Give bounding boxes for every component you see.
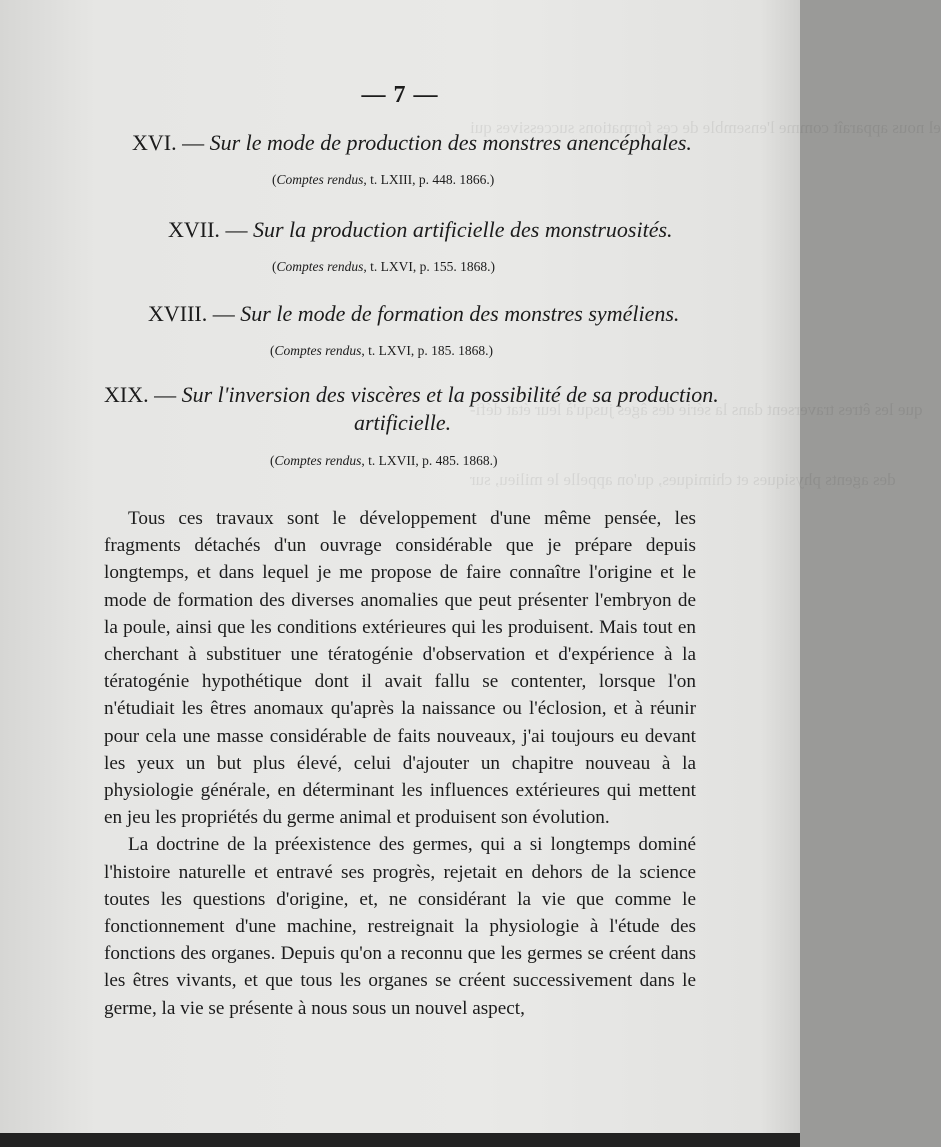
publication-title (168, 215, 673, 245)
paragraph: Tous ces travaux sont le développement d'une même pensée, les fragments détachés d'un ouvrage considérable que je prépare depuis longtemps, et dans lequel je me propose de faire connaître l'origine et le mode de formation des diverses anomalies que peut présenter l'embryon de la poule, ainsi que les conditions extérieures qui les produisent. Mais tout en cherchant à substituer une tératogénie d'observation et d'expérience à la tératogénie hypothétique dont il avait fallu se contenter, lorsque l'on n'étudiait les êtres anomaux qu'après la naissance ou l'éclosion, et à réunir pour cela une masse considérable de faits nouveaux, j'ai toujours eu devant les yeux un but plus élevé, celui d'ajouter un chapitre nouveau à la physiologie générale, en déterminant les influences extérieures qui mettent en jeu les propriétés du germe animal et produisent son évolution. (104, 508, 696, 829)
citation-journal: Comptes rendus (274, 343, 362, 358)
citation-journal: Comptes rendus (276, 259, 364, 274)
paragraph: La doctrine de la préexistence des germes, qui a si longtemps dominé l'histoire naturelle et entravé ses progrès, rejetait en dehors de la science toutes les questions d'origine, et, ne considérant la vie que comme le fonctionnement d'une machine, restreignait la physiologie à l'étude des fonctions des organes. Depuis qu'on a reconnu que les germes se créent dans les êtres vivants, et que tous les organes se créent successivement dans le germe, la vie se présente à nous sous un nouvel aspect, (104, 834, 696, 1019)
publication-citation: (Comptes rendus, t. LXVII, p. 485. 1868.) (270, 453, 498, 468)
publication-citation: (Comptes rendus, t. LXVI, p. 155. 1868.) (272, 259, 495, 274)
show-through-text: des agents physiques et chimiques, qu'on appelle le milieu, sur (470, 470, 896, 489)
body-text (104, 505, 696, 1022)
title-dash: — (207, 301, 241, 326)
publication-number: XVIII. (148, 301, 208, 326)
citation-details: , t. LXIII, p. 448. 1866. (363, 172, 490, 187)
page-number: — 7 — (361, 82, 439, 108)
show-through-text: el nous apparaît comme l'ensemble de ces formations successives qui (470, 118, 941, 137)
title-text: Sur l'inversion des viscères et la possibilité de sa production. (181, 382, 719, 407)
publication-number: XVI. (132, 130, 177, 155)
title-text: Sur le mode de production des monstres anencéphales. (209, 130, 692, 155)
title-text: Sur la production artificielle des monstruosités. (252, 217, 673, 242)
title-dash: — (176, 130, 210, 155)
citation-details: , t. LXVI, p. 185. 1868. (361, 343, 489, 358)
publication-number: XIX. (104, 382, 149, 407)
citation-details: , t. LXVII, p. 485. 1868. (361, 453, 493, 468)
publication-number: XVII. (168, 217, 220, 242)
show-through-text: que les êtres traversent dans la série des âges jusqu'à leur état défi- (470, 400, 923, 419)
publication-title (104, 380, 719, 410)
publication-title (132, 128, 692, 158)
title-dash: — (219, 217, 253, 242)
title-text: artificielle. (354, 410, 452, 435)
citation-journal: Comptes rendus (274, 453, 362, 468)
title-dash: — (148, 382, 182, 407)
citation-journal: Comptes rendus (276, 172, 364, 187)
publication-title-continued (354, 408, 451, 438)
citation-details: , t. LXVI, p. 155. 1868. (363, 259, 491, 274)
title-text: Sur le mode de formation des monstres syméliens. (240, 301, 680, 326)
publication-citation: (Comptes rendus, t. LXVI, p. 185. 1868.) (270, 343, 493, 358)
publication-title (148, 299, 679, 329)
publication-citation: (Comptes rendus, t. LXIII, p. 448. 1866.) (272, 172, 495, 187)
